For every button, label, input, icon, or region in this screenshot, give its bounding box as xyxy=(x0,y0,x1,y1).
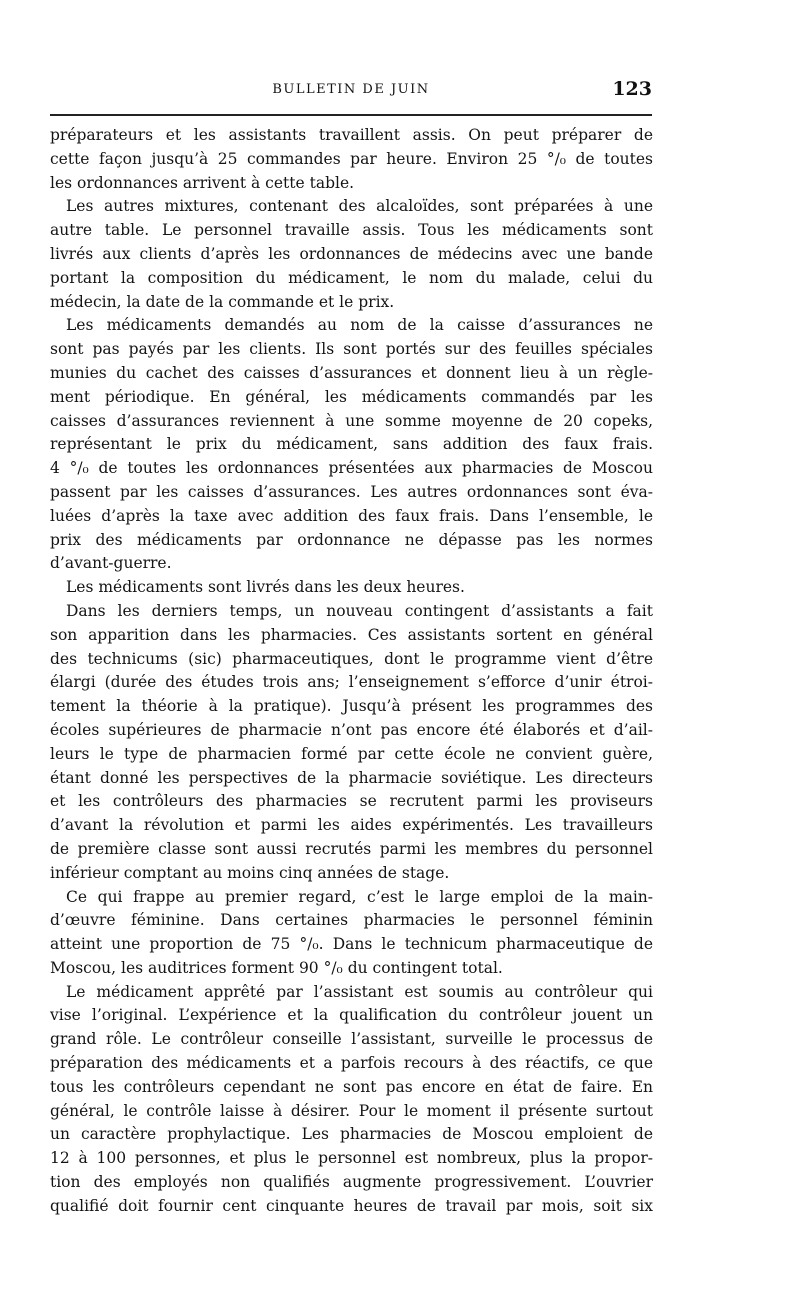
text-line: luées d’après la taxe avec addition des faux frais. Dans l’ensemble, le xyxy=(50,506,653,525)
text-line: son apparition dans les pharmacies. Ces assistants sortent en général xyxy=(50,625,653,644)
page-number: 123 xyxy=(612,78,652,100)
text-line: inférieur comptant au moins cinq années de stage. xyxy=(50,863,450,882)
text-line: Moscou, les auditrices forment 90 °/₀ du contingent total. xyxy=(50,958,503,977)
text-line: Dans les derniers temps, un nouveau contingent d’assistants a fait xyxy=(66,601,653,620)
text-line: élargi (durée des études trois ans; l’enseignement s’efforce d’unir étroi- xyxy=(50,673,653,692)
paragraph xyxy=(50,195,653,314)
text-line: étant donné les perspectives de la pharmacie soviétique. Les directeurs xyxy=(50,768,653,787)
text-line: 12 à 100 personnes, et plus le personnel est nombreux, plus la propor- xyxy=(50,1149,653,1168)
text-line: livrés aux clients d’après les ordonnances de médecins avec une bande xyxy=(50,244,653,263)
text-line: tion des employés non qualifiés augmente progressivement. L’ouvrier xyxy=(50,1173,653,1192)
text-line: autre table. Le personnel travaille assis. Tous les médicaments sont xyxy=(50,221,653,240)
text-line: Le médicament apprêté par l’assistant est soumis au contrôleur qui xyxy=(66,982,653,1001)
text-line: prix des médicaments par ordonnance ne dépasse pas les normes xyxy=(50,530,653,549)
text-line: préparateurs et les assistants travaillent assis. On peut préparer de xyxy=(50,126,653,144)
paragraph xyxy=(50,314,653,576)
text-line: préparation des médicaments et a parfois recours à des réactifs, ce que xyxy=(50,1054,653,1073)
text-line: atteint une proportion de 75 °/₀. Dans le technicum pharmaceutique de xyxy=(50,935,653,954)
text-line: Ce qui frappe au premier regard, c’est le large emploi de la main- xyxy=(66,887,653,906)
header-rule xyxy=(50,114,652,116)
text-line: sont pas payés par les clients. Ils sont portés sur des feuilles spéciales xyxy=(50,340,653,359)
text-line: général, le contrôle laisse à désirer. Pour le moment il présente surtout xyxy=(50,1101,653,1120)
paragraph xyxy=(50,981,653,1219)
text-line: un caractère prophylactique. Les pharmacies de Moscou emploient de xyxy=(50,1125,653,1144)
paragraph xyxy=(50,124,653,195)
text-line: qualifié doit fournir cent cinquante heures de travail par mois, soit six xyxy=(50,1196,653,1215)
text-line: munies du cachet des caisses d’assurances et donnent lieu à un règle- xyxy=(50,363,653,382)
text-line: 4 °/₀ de toutes les ordonnances présentées aux pharmacies de Moscou xyxy=(50,459,653,478)
text-line: passent par les caisses d’assurances. Les autres ordonnances sont éva- xyxy=(50,482,653,501)
text-line: les ordonnances arrivent à cette table. xyxy=(50,173,355,192)
text-line: d’avant-guerre. xyxy=(50,554,172,573)
text-line: représentant le prix du médicament, sans addition des faux frais. xyxy=(50,435,653,454)
text-line: et les contrôleurs des pharmacies se recrutent parmi les proviseurs xyxy=(50,792,653,811)
text-line: ment périodique. En général, les médicaments commandés par les xyxy=(50,387,653,406)
text-line: des technicums (sic) pharmaceutiques, dont le programme vient d’être xyxy=(50,649,653,668)
text-line: tement la théorie à la pratique). Jusqu’à présent les programmes des xyxy=(50,697,653,716)
text-line: caisses d’assurances reviennent à une somme moyenne de 20 copeks, xyxy=(50,411,653,430)
text-line: vise l’original. L’expérience et la qualification du contrôleur jouent un xyxy=(50,1006,653,1025)
text-line: grand rôle. Le contrôleur conseille l’assistant, surveille le processus de xyxy=(50,1030,653,1049)
text-line: écoles supérieures de pharmacie n’ont pas encore été élaborés et d’ail- xyxy=(50,720,653,739)
paragraph xyxy=(50,886,653,981)
text-line: portant la composition du médicament, le nom du malade, celui du xyxy=(50,268,653,287)
body-text xyxy=(50,124,653,1219)
text-line: médecin, la date de la commande et le prix. xyxy=(50,292,395,311)
paragraph xyxy=(50,600,653,886)
text-line: d’œuvre féminine. Dans certaines pharmacies le personnel féminin xyxy=(50,911,653,930)
text-line: d’avant la révolution et parmi les aides expérimentés. Les travailleurs xyxy=(50,816,653,835)
text-line: cette façon jusqu’à 25 commandes par heure. Environ 25 °/₀ de toutes xyxy=(50,149,653,168)
text-line: tous les contrôleurs cependant ne sont pas encore en état de faire. En xyxy=(50,1077,653,1096)
text-line: de première classe sont aussi recrutés parmi les membres du personnel xyxy=(50,839,653,858)
text-line: Les médicaments sont livrés dans les deux heures. xyxy=(66,578,465,597)
text-line: Les médicaments demandés au nom de la caisse d’assurances ne xyxy=(66,316,653,335)
text-line: leurs le type de pharmacien formé par cette école ne convient guère, xyxy=(50,744,653,763)
paragraph xyxy=(50,576,653,600)
running-title: BULLETIN DE JUIN xyxy=(272,82,430,97)
page-header xyxy=(50,78,652,106)
text-line: Les autres mixtures, contenant des alcaloïdes, sont préparées à une xyxy=(66,197,653,216)
